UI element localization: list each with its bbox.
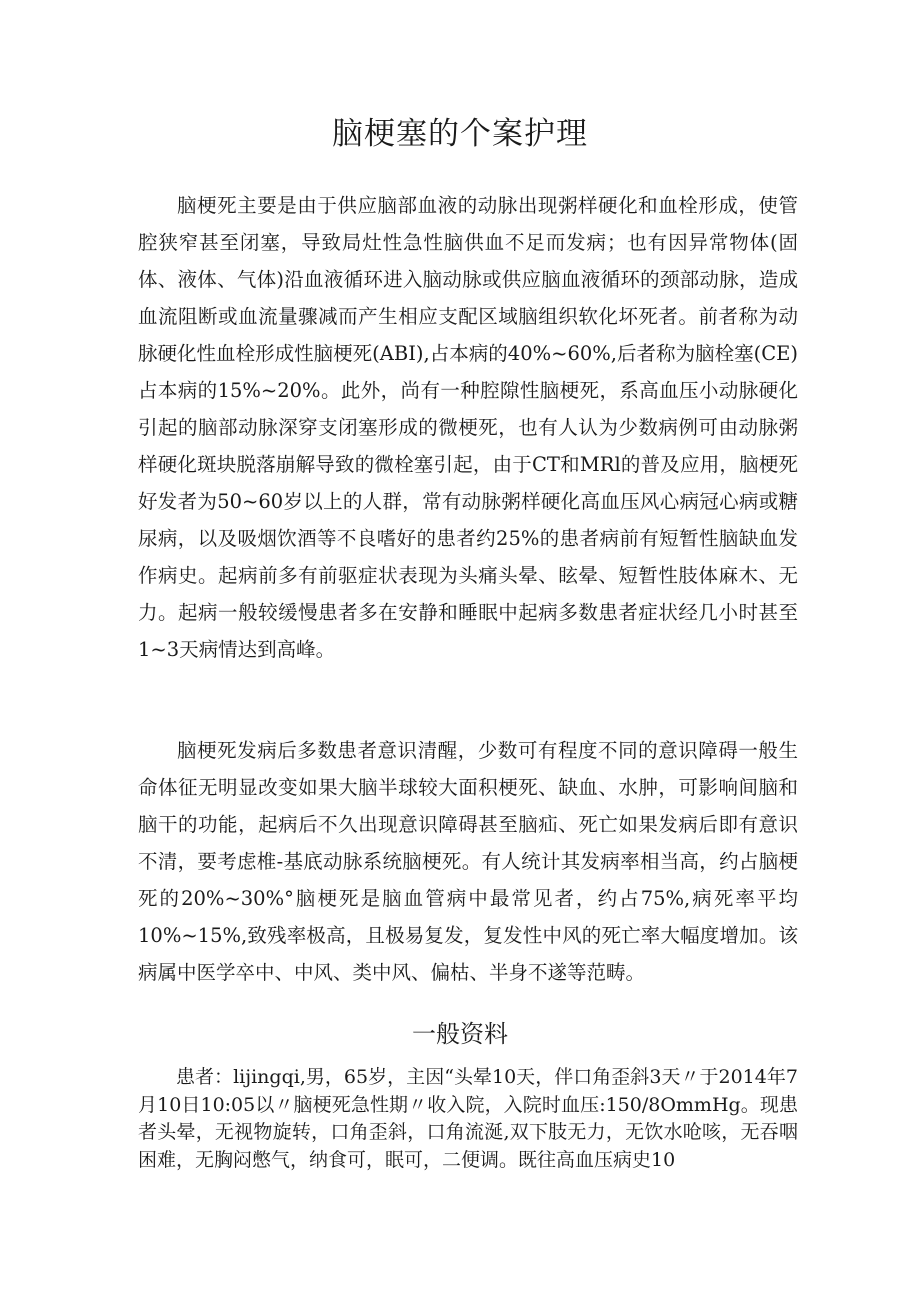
- document-title: 脑梗塞的个案护理: [332, 116, 588, 152]
- body-paragraph-1: 脑梗死主要是由于供应脑部血液的动脉出现粥样硬化和血栓形成，使管腔狭窄甚至闭塞，导致局灶性急性脑供血不足而发病；也有因异常物体(固体、液体、气体)沿血液循环进入脑动脉或供应脑血液循环的颈部动脉，造成血流阻断或血流量骤减而产生相应支配区域脑组织软化坏死者。前者称为动脉硬化性血栓形成性脑梗死(ABI),占本病的40%~60%,后者称为脑栓塞(CE)占本病的15%~20%。此外，尚有一种腔隙性脑梗死，系高血压小动脉硬化引起的脑部动脉深穿支闭塞形成的微梗死，也有人认为少数病例可由动脉粥样硬化斑块脱落崩解导致的微栓塞引起，由于CT和MRl的普及应用，脑梗死好发者为50~60岁以上的人群，常有动脉粥样硬化高血压风心病冠心病或糖尿病，以及吸烟饮酒等不良嗜好的患者约25%的患者病前有短暂性脑缺血发作病史。起病前多有前驱症状表现为头痛头晕、眩晕、短暂性肢体麻木、无力。起病一般较缓慢患者多在安静和睡眠中起病多数患者症状经几小时甚至1~3天病情达到高峰。: [138, 194, 798, 661]
- section-heading-general-info: 一般资料: [412, 1020, 508, 1048]
- body-paragraph-2: 脑梗死发病后多数患者意识清醒，少数可有程度不同的意识障碍一般生命体征无明显改变如果大脑半球较大面积梗死、缺血、水肿，可影响间脑和脑干的功能，起病后不久出现意识障碍甚至脑疝、死亡如果发病后即有意识不清，要考虑椎-基底动脉系统脑梗死。有人统计其发病率相当高，约占脑梗死的20%~30%°脑梗死是脑血管病中最常见者，约占75%,病死率平均10%~15%,致残率极高，且极易复发，复发性中风的死亡率大幅度增加。该病属中医学卒中、中风、类中风、偏枯、半身不遂等范畴。: [138, 739, 798, 984]
- case-paragraph: 患者：lijingqi,男，65岁，主因“头晕10天，伴口角歪斜3天〃于2014年7月10日10:05以〃脑梗死急性期〃收入院，入院时血压:150/8OmmHg。现患者头晕，无视物旋转，口角歪斜，口角流涎,双下肢无力，无饮水呛咳，无吞咽困难，无胸闷憋气，纳食可，眠可，二便调。既往高血压病史10: [138, 1066, 798, 1171]
